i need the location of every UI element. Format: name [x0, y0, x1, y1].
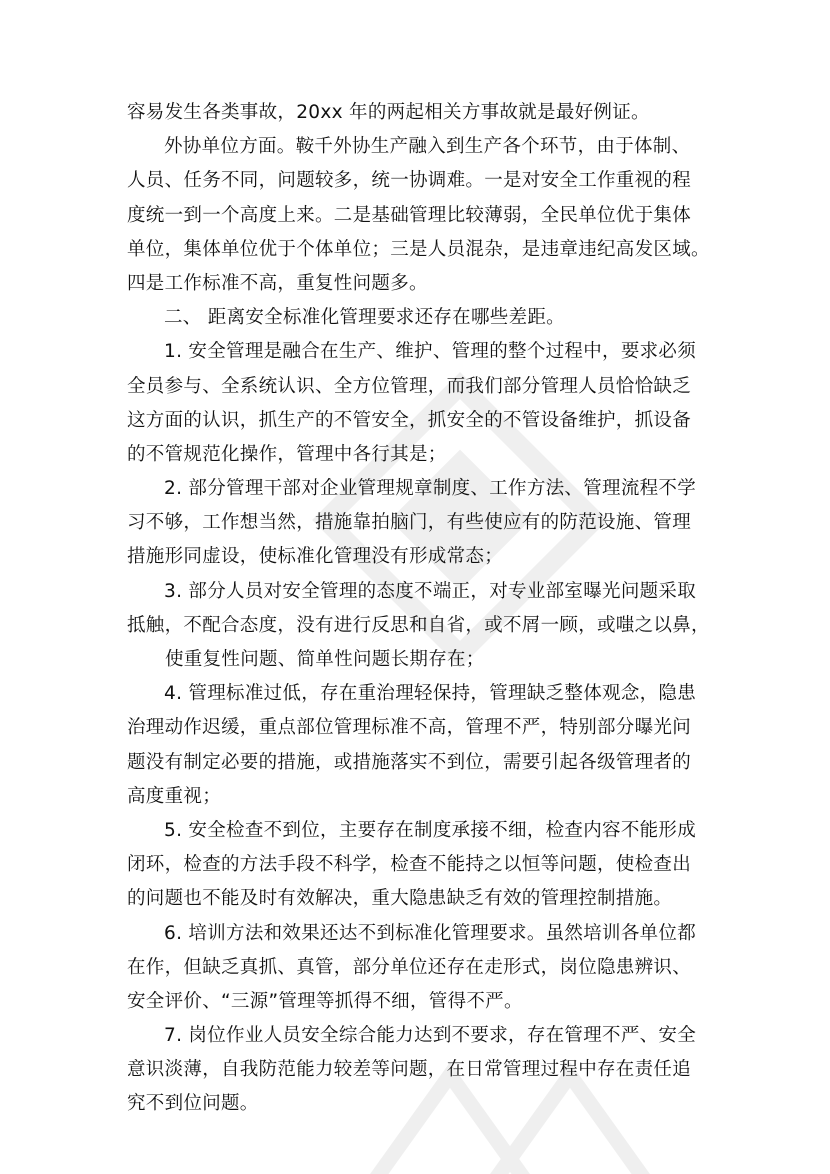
- text-line: 3. 部分人员对安全管理的态度不端正，对专业部室曝光问题采取: [164, 580, 697, 602]
- text-line: 高度重视；: [127, 785, 222, 807]
- section-heading: 二、 距离安全标准化管理要求还存在哪些差距。: [164, 307, 565, 329]
- text-line: 意识淡薄，自我防范能力较差等问题，在日常管理过程中存在责任追: [127, 1059, 692, 1081]
- text-line: 5. 安全检查不到位，主要存在制度承接不细，检查内容不能形成: [164, 819, 697, 841]
- document-body: [127, 96, 725, 1122]
- text-line: 安全评价、“三源”管理等抓得不细，管得不严。: [127, 990, 523, 1012]
- text-line: 四是工作标准不高，重复性问题多。: [127, 272, 428, 294]
- text-line: 2. 部分管理干部对企业管理规章制度、工作方法、管理流程不学: [164, 478, 697, 500]
- text-line: 的问题也不能及时有效解决，重大隐患缺乏有效的管理控制措施。: [127, 888, 673, 910]
- text-line: 治理动作迟缓，重点部位管理标准不高，管理不严，特别部分曝光问: [127, 717, 692, 739]
- text-line: 的不管规范化操作，管理中各行其是；: [127, 443, 447, 465]
- text-line: 全员参与、全系统认识、全方位管理，而我们部分管理人员恰恰缺乏: [127, 375, 692, 397]
- text-line: 在作，但缺乏真抓、真管，部分单位还存在走形式，岗位隐患辨识、: [127, 956, 692, 978]
- text-line: 度统一到一个高度上来。二是基础管理比较薄弱，全民单位优于集体: [127, 204, 692, 226]
- text-line: 4. 管理标准过低，存在重治理轻保持，管理缺乏整体观念，隐患: [164, 683, 697, 705]
- text-line: 闭环，检查的方法手段不科学，检查不能持之以恒等问题，使检查出: [127, 854, 692, 876]
- text-line: 习不够，工作想当然，措施靠拍脑门，有些使应有的防范设施、管理: [127, 512, 692, 534]
- text-line: 抵触，不配合态度，没有进行反思和自省，或不屑一顾，或嗤之以鼻，: [127, 614, 710, 636]
- text-line: 使重复性问题、简单性问题长期存在；: [165, 649, 485, 670]
- text-line: 容易发生各类事故，20xx 年的两起相关方事故就是最好例证。: [127, 102, 650, 123]
- text-line: 人员、任务不同，问题较多，统一协调难。一是对安全工作重视的程: [127, 170, 692, 192]
- text-line: 题没有制定必要的措施，或措施落实不到位，需要引起各级管理者的: [127, 751, 692, 773]
- text-line: 7. 岗位作业人员安全综合能力达到不要求，存在管理不严、安全: [164, 1025, 697, 1047]
- text-line: 措施形同虚设，使标准化管理没有形成常态；: [127, 546, 504, 568]
- text-line: 6. 培训方法和效果还达不到标准化管理要求。虽然培训各单位都: [164, 922, 697, 944]
- text-line: 1. 安全管理是融合在生产、维护、管理的整个过程中，要求必须: [164, 341, 697, 363]
- text-line: 外协单位方面。鞍千外协生产融入到生产各个环节，由于体制、: [164, 136, 691, 158]
- text-line: 这方面的认识，抓生产的不管安全，抓安全的不管设备维护，抓设备: [127, 409, 692, 431]
- text-line: 单位，集体单位优于个体单位；三是人员混杂，是违章违纪高发区域。: [127, 238, 710, 260]
- text-line: 究不到位问题。: [127, 1093, 259, 1115]
